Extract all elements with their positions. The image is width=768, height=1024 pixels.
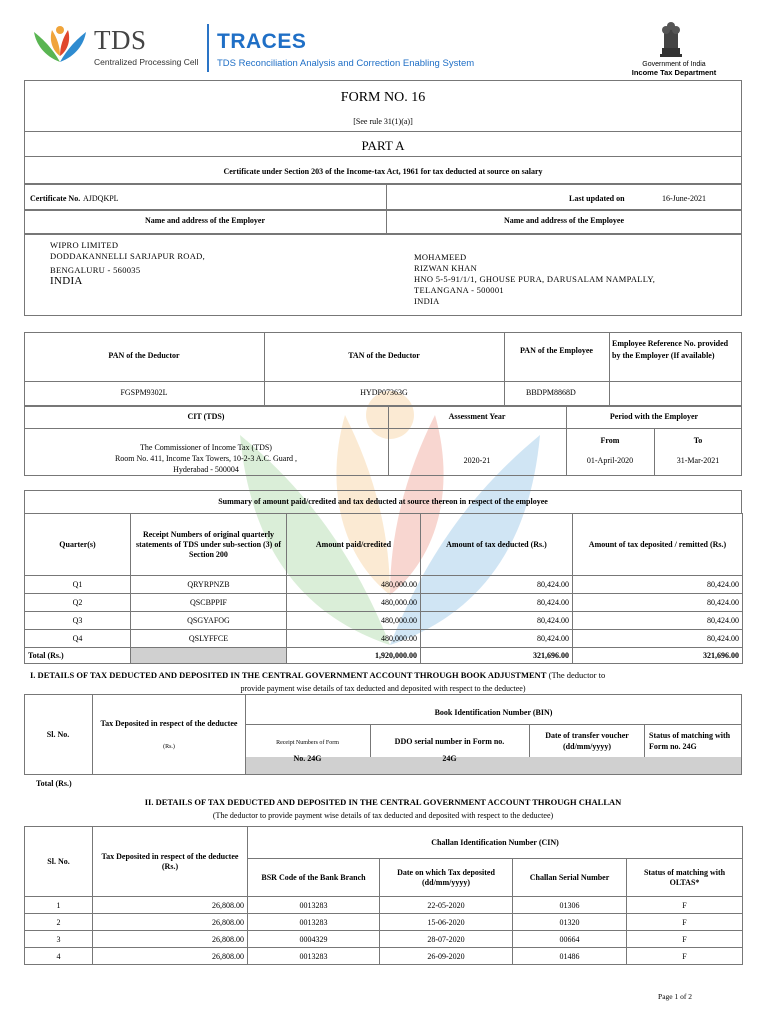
from-label: From	[600, 436, 620, 445]
certificate-row	[24, 184, 742, 210]
employer-line-4: INDIA	[50, 275, 83, 287]
section1-note: provide payment wise details of tax deducted and deposited with respect to the deductee)	[240, 684, 526, 693]
receipt-no-label: Receipt Numbers of Form	[276, 740, 339, 746]
total-paid: 1,920,000.00	[287, 648, 421, 664]
date-cell: 15-06-2020	[380, 914, 513, 931]
goi-line1: Government of India	[642, 61, 706, 68]
serial-cell: 01486	[513, 948, 627, 965]
amount-cell: 26,808.00	[93, 948, 248, 965]
tds-subtitle: Centralized Processing Cell	[94, 57, 199, 67]
ddo-label: DDO serial number in Form no.	[394, 737, 505, 746]
section1-heading: I. DETAILS OF TAX DEDUCTED AND DEPOSITED IN THE CENTRAL GOVERNMENT ACCOUNT THROUGH BOOK ADJUSTMENT	[30, 670, 547, 680]
table-row	[25, 630, 743, 648]
deducted-cell: 80,424.00	[421, 612, 573, 630]
summary-table	[24, 513, 743, 664]
date-deposited-header: Date on which Tax deposited (dd/mm/yyyy)	[380, 859, 513, 897]
employee-line-2: RIZWAN KHAN	[414, 263, 478, 273]
assessment-year-label: Assessment Year	[448, 412, 506, 421]
table-row	[25, 931, 743, 948]
deposited-cell: 80,424.00	[573, 612, 743, 630]
table-row	[25, 576, 743, 594]
paid-cell: 480,000.00	[287, 630, 421, 648]
section1-title-note: (The deductor to	[548, 670, 606, 680]
employer-line-1: WIPRO LIMITED	[50, 240, 119, 250]
form-rule: [See rule 31(1)(a)]	[353, 117, 413, 126]
traces-subtitle: TDS Reconciliation Analysis and Correction Enabling System	[217, 58, 475, 69]
cin-header: Challan Identification Number (CIN)	[248, 827, 743, 859]
header-quarter: Quarter(s)	[25, 514, 131, 576]
bsr-cell: 0013283	[248, 897, 380, 914]
table-row	[25, 594, 743, 612]
amount-cell: 26,808.00	[93, 897, 248, 914]
section2-rs: (Rs.)	[161, 861, 179, 871]
amount-cell: 26,808.00	[93, 931, 248, 948]
employer-line-2: DODDAKANNELLI SARJAPUR ROAD,	[50, 251, 206, 261]
slno-cell: 4	[25, 948, 93, 965]
assessment-year-value: 2020-21	[463, 456, 491, 465]
section2-title: II. DETAILS OF TAX DEDUCTED AND DEPOSITED IN THE CENTRAL GOVERNMENT ACCOUNT THROUGH CHALLAN	[144, 797, 622, 807]
date-transfer-label: Date of transfer voucher (dd/mm/yyyy)	[545, 731, 629, 751]
total-deposited: 321,696.00	[573, 648, 743, 664]
shaded-cell	[131, 648, 287, 664]
section1-slno: Sl. No.	[46, 730, 70, 739]
total-label: Total (Rs.)	[25, 648, 131, 664]
section2-note: (The deductor to provide payment wise details of tax deducted and deposited with respect to the deductee)	[212, 811, 554, 820]
header-tax-deducted: Amount of tax deducted (Rs.)	[421, 514, 573, 576]
quarter-cell: Q4	[25, 630, 131, 648]
employee-line-5: INDIA	[414, 296, 440, 306]
bsr-header: BSR Code of the Bank Branch	[248, 859, 380, 897]
divider	[245, 724, 742, 725]
header-tax-deposited: Amount of tax deposited / remitted (Rs.)	[573, 514, 743, 576]
paid-cell: 480,000.00	[287, 594, 421, 612]
part-title: PART A	[361, 138, 405, 153]
goi-label	[626, 61, 722, 78]
bsr-cell: 0013283	[248, 914, 380, 931]
serial-header: Challan Serial Number	[513, 859, 627, 897]
header-receipt-numbers: Receipt Numbers of original quarterly statements of TDS under sub-section (3) of Section 200	[131, 514, 287, 576]
receipt-cell: QSCBPPIF	[131, 594, 287, 612]
page-number: Page 1 of 2	[658, 992, 692, 1001]
quarter-cell: Q1	[25, 576, 131, 594]
total-row	[25, 648, 743, 664]
serial-cell: 01320	[513, 914, 627, 931]
pan-employee-value: BBDPM8868D	[526, 388, 576, 397]
total-deducted: 321,696.00	[421, 648, 573, 664]
table-row	[25, 914, 743, 931]
employee-line-1: MOHAMEED	[414, 252, 467, 262]
pan-deductor-value: FGSPM9302L	[120, 388, 168, 397]
header-divider	[207, 24, 209, 72]
table-row	[25, 897, 743, 914]
status-matching-label: Status of matching with Form no. 24G	[649, 731, 731, 751]
certificate-no-label: Certificate No.	[30, 194, 81, 203]
employee-reference-label: Employee Reference No. provided by the Employer (If available)	[612, 339, 729, 360]
challan-table	[24, 826, 743, 965]
ddo-form-label: 24G	[442, 754, 457, 763]
slno-cell: 2	[25, 914, 93, 931]
tan-deductor-value: HYDP07363G	[360, 388, 408, 397]
section1-total: Total (Rs.)	[36, 779, 72, 788]
header-amount-paid: Amount paid/credited	[287, 514, 421, 576]
receipt-cell: QSLYFFCE	[131, 630, 287, 648]
deposited-cell: 80,424.00	[573, 594, 743, 612]
amount-cell: 26,808.00	[93, 914, 248, 931]
section1-tax-deposited: Tax Deposited in respect of the deductee	[100, 719, 238, 728]
national-emblem-icon	[656, 18, 686, 60]
receipt-form-label: No. 24G	[293, 754, 322, 763]
receipt-cell: QSGYAFOG	[131, 612, 287, 630]
tan-deductor-label: TAN of the Deductor	[348, 351, 420, 360]
date-cell: 28-07-2020	[380, 931, 513, 948]
deducted-cell: 80,424.00	[421, 594, 573, 612]
divider	[24, 156, 742, 157]
cit-line-1: The Commissioner of Income Tax (TDS)	[140, 443, 272, 452]
period-label: Period with the Employer	[609, 412, 699, 421]
last-updated-value: 16-June-2021	[662, 194, 706, 203]
cit-line-3: Hyderabad - 500004	[173, 465, 239, 474]
certificate-description: Certificate under Section 203 of the Income-tax Act, 1961 for tax deducted at source on salary	[223, 167, 543, 176]
divider	[504, 332, 505, 406]
cit-line-2: Room No. 411, Income Tax Towers, 10-2-3 A.C. Guard ,	[114, 454, 298, 463]
tds-name: TDS	[94, 25, 147, 55]
section2-tax-deposited-cell	[93, 827, 248, 897]
section1-rs: (Rs.)	[163, 744, 175, 750]
cit-address	[24, 442, 388, 475]
status-header: Status of matching with OLTAS*	[627, 859, 743, 897]
employer-header: Name and address of the Employer	[144, 216, 266, 225]
serial-cell: 01306	[513, 897, 627, 914]
goi-line2: Income Tax Department	[631, 68, 717, 77]
section2-tax-deposited: Tax Deposited in respect of the deductee	[101, 851, 239, 861]
summary-title: Summary of amount paid/credited and tax deducted at source thereon in respect of the employee	[218, 497, 548, 506]
slno-cell: 3	[25, 931, 93, 948]
divider	[24, 131, 742, 132]
serial-cell: 00664	[513, 931, 627, 948]
period-from-value: 01-April-2020	[586, 456, 634, 465]
table-row	[25, 612, 743, 630]
page-header	[0, 0, 768, 82]
traces-title: TRACES	[217, 30, 307, 53]
deducted-cell: 80,424.00	[421, 630, 573, 648]
paid-cell: 480,000.00	[287, 576, 421, 594]
paid-cell: 480,000.00	[287, 612, 421, 630]
status-cell: F	[627, 914, 743, 931]
cit-label: CIT (TDS)	[187, 412, 225, 421]
employee-line-4: TELANGANA - 500001	[414, 285, 504, 295]
section2-slno: Sl. No.	[25, 827, 93, 897]
slno-cell: 1	[25, 897, 93, 914]
quarter-cell: Q2	[25, 594, 131, 612]
to-label: To	[693, 436, 703, 445]
certificate-no: AJDQKPL	[83, 194, 119, 203]
form-title: FORM NO. 16	[340, 90, 426, 105]
quarter-cell: Q3	[25, 612, 131, 630]
date-cell: 22-05-2020	[380, 897, 513, 914]
deposited-cell: 80,424.00	[573, 576, 743, 594]
bsr-cell: 0004329	[248, 931, 380, 948]
pan-deductor-label: PAN of the Deductor	[108, 351, 180, 360]
deposited-cell: 80,424.00	[573, 630, 743, 648]
employer-line-3: BENGALURU - 560035	[50, 265, 141, 275]
date-cell: 26-09-2020	[380, 948, 513, 965]
tds-logo-icon	[30, 22, 90, 66]
receipt-cell: QRYRPNZB	[131, 576, 287, 594]
period-to-value: 31-Mar-2021	[676, 456, 720, 465]
bin-header: Book Identification Number (BIN)	[434, 708, 553, 717]
employee-header: Name and address of the Employee	[503, 216, 625, 225]
status-cell: F	[627, 931, 743, 948]
employee-line-3: HNO 5-5-91/1/1, GHOUSE PURA, DARUSALAM NAMPALLY,	[414, 274, 656, 284]
section1-title	[30, 670, 605, 680]
divider	[24, 381, 742, 382]
divider	[24, 428, 742, 429]
divider	[92, 694, 93, 775]
employer-address	[50, 240, 205, 287]
last-updated-label: Last updated on	[569, 194, 625, 203]
status-cell: F	[627, 897, 743, 914]
table-row	[25, 948, 743, 965]
deducted-cell: 80,424.00	[421, 576, 573, 594]
divider	[609, 332, 610, 406]
bsr-cell: 0013283	[248, 948, 380, 965]
status-cell: F	[627, 948, 743, 965]
pan-employee-label: PAN of the Employee	[520, 346, 593, 355]
employee-address	[414, 252, 655, 307]
